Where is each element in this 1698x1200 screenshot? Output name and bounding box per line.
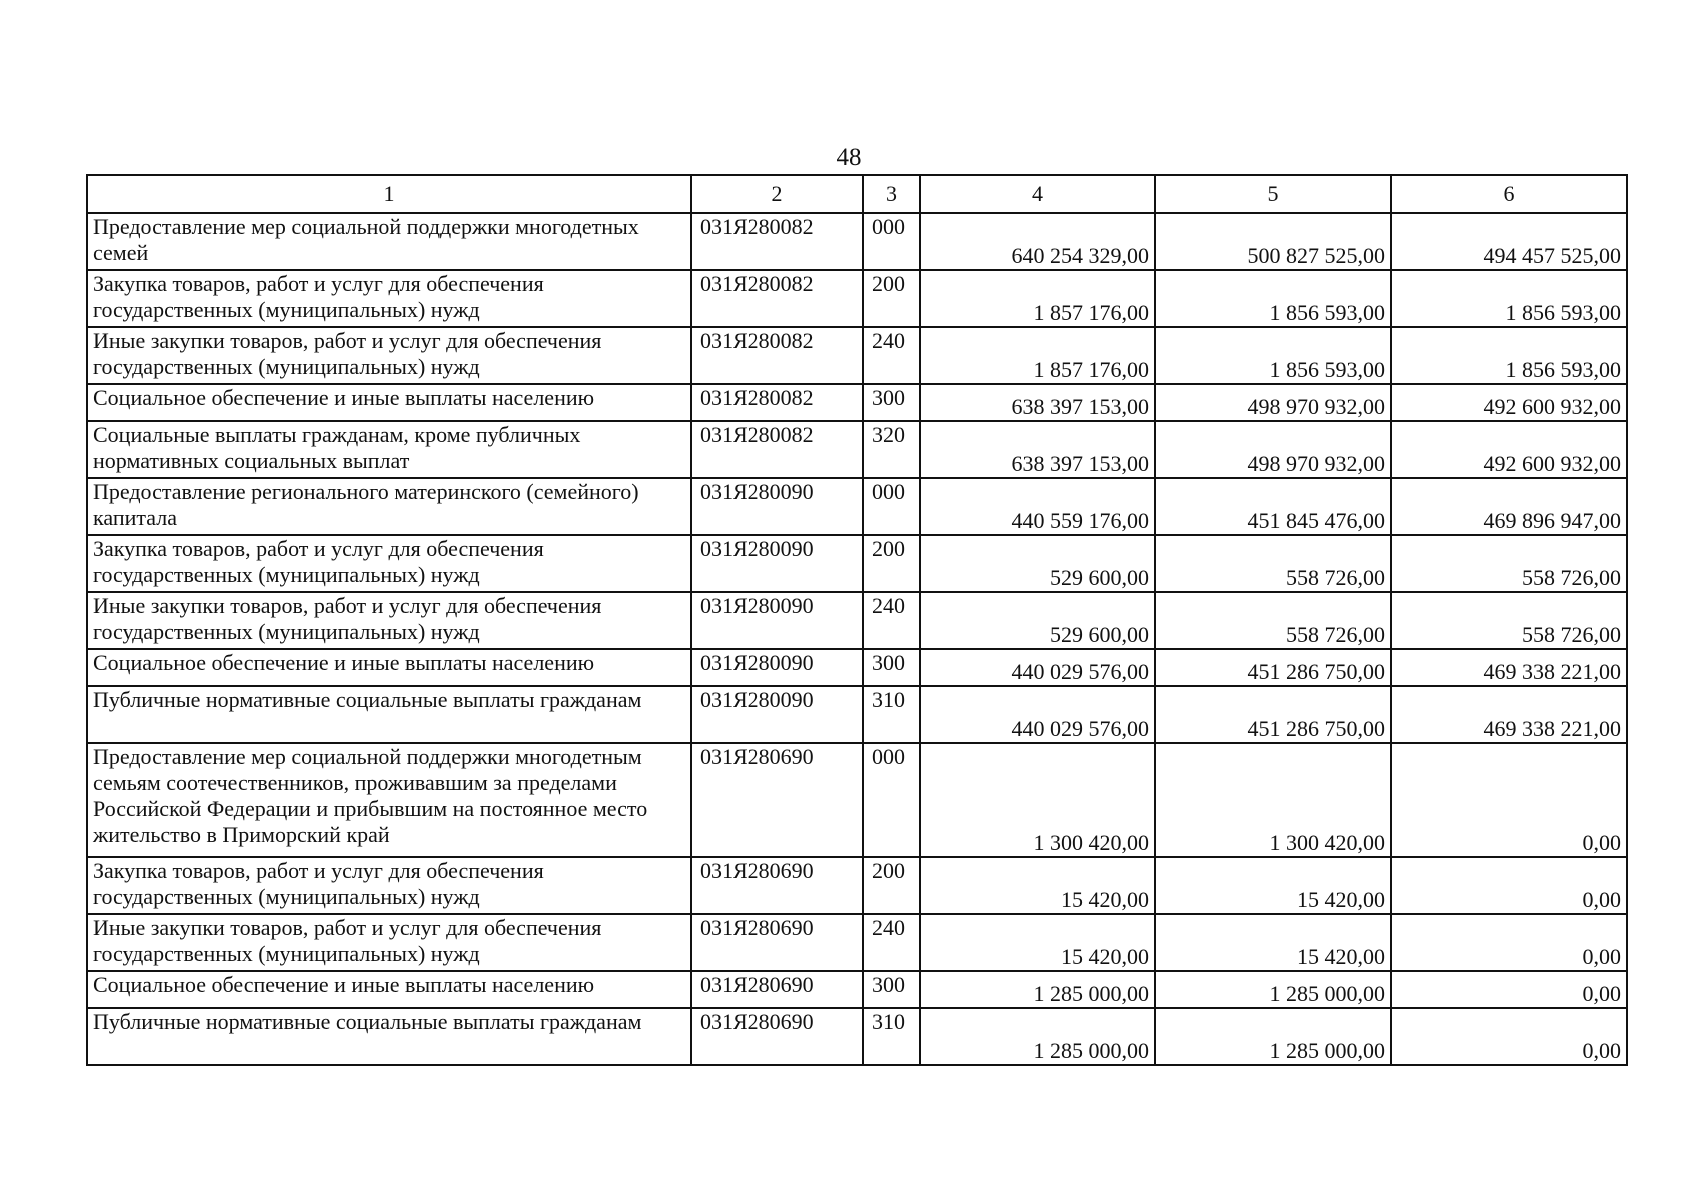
row-amount-4: 440 559 176,00 <box>920 478 1155 535</box>
row-amount-5: 15 420,00 <box>1155 914 1391 971</box>
row-type: 240 <box>863 327 920 384</box>
row-amount-5: 558 726,00 <box>1155 592 1391 649</box>
row-code: 031Я280082 <box>691 421 863 478</box>
table-row <box>87 535 1627 592</box>
row-amount-5: 1 285 000,00 <box>1155 1008 1391 1065</box>
row-code: 031Я280090 <box>691 478 863 535</box>
row-type: 300 <box>863 971 920 1008</box>
row-type: 300 <box>863 384 920 421</box>
row-amount-5: 500 827 525,00 <box>1155 213 1391 270</box>
row-code: 031Я280082 <box>691 270 863 327</box>
row-type: 000 <box>863 478 920 535</box>
table-row <box>87 686 1627 743</box>
row-amount-5: 558 726,00 <box>1155 535 1391 592</box>
row-amount-4: 1 285 000,00 <box>920 971 1155 1008</box>
row-amount-4: 529 600,00 <box>920 535 1155 592</box>
row-type: 300 <box>863 649 920 686</box>
row-amount-4: 638 397 153,00 <box>920 421 1155 478</box>
row-name: Социальное обеспечение и иные выплаты населению <box>87 649 691 686</box>
table-row <box>87 857 1627 914</box>
row-amount-5: 1 856 593,00 <box>1155 327 1391 384</box>
row-amount-6: 558 726,00 <box>1391 592 1627 649</box>
row-name: Публичные нормативные социальные выплаты гражданам <box>87 686 691 743</box>
row-amount-4: 1 285 000,00 <box>920 1008 1155 1065</box>
row-code: 031Я280690 <box>691 857 863 914</box>
row-code: 031Я280082 <box>691 213 863 270</box>
row-code: 031Я280090 <box>691 535 863 592</box>
table-row <box>87 649 1627 686</box>
table-row <box>87 213 1627 270</box>
row-name: Закупка товаров, работ и услуг для обеспечения государственных (муниципальных) нужд <box>87 857 691 914</box>
row-name: Иные закупки товаров, работ и услуг для обеспечения государственных (муниципальных) нужд <box>87 327 691 384</box>
row-type: 000 <box>863 743 920 857</box>
row-amount-4: 15 420,00 <box>920 914 1155 971</box>
row-code: 031Я280090 <box>691 592 863 649</box>
row-code: 031Я280690 <box>691 743 863 857</box>
column-header: 4 <box>920 175 1155 213</box>
row-code: 031Я280690 <box>691 1008 863 1065</box>
row-amount-6: 469 338 221,00 <box>1391 649 1627 686</box>
row-type: 000 <box>863 213 920 270</box>
row-amount-4: 1 857 176,00 <box>920 270 1155 327</box>
row-amount-4: 638 397 153,00 <box>920 384 1155 421</box>
row-amount-6: 558 726,00 <box>1391 535 1627 592</box>
row-amount-5: 1 300 420,00 <box>1155 743 1391 857</box>
row-name: Социальное обеспечение и иные выплаты населению <box>87 384 691 421</box>
row-name: Закупка товаров, работ и услуг для обеспечения государственных (муниципальных) нужд <box>87 535 691 592</box>
row-type: 200 <box>863 857 920 914</box>
row-code: 031Я280082 <box>691 327 863 384</box>
row-code: 031Я280690 <box>691 971 863 1008</box>
row-amount-6: 1 856 593,00 <box>1391 327 1627 384</box>
row-amount-6: 494 457 525,00 <box>1391 213 1627 270</box>
row-amount-4: 15 420,00 <box>920 857 1155 914</box>
row-type: 310 <box>863 1008 920 1065</box>
header-row <box>87 175 1627 213</box>
row-amount-6: 0,00 <box>1391 1008 1627 1065</box>
row-amount-6: 0,00 <box>1391 914 1627 971</box>
row-amount-5: 15 420,00 <box>1155 857 1391 914</box>
row-type: 310 <box>863 686 920 743</box>
row-name: Иные закупки товаров, работ и услуг для обеспечения государственных (муниципальных) нужд <box>87 592 691 649</box>
row-type: 240 <box>863 592 920 649</box>
row-amount-4: 1 857 176,00 <box>920 327 1155 384</box>
row-amount-5: 498 970 932,00 <box>1155 384 1391 421</box>
table-row <box>87 971 1627 1008</box>
row-amount-6: 469 338 221,00 <box>1391 686 1627 743</box>
row-amount-5: 451 845 476,00 <box>1155 478 1391 535</box>
row-amount-6: 0,00 <box>1391 971 1627 1008</box>
row-name: Предоставление мер социальной поддержки многодетных семей <box>87 213 691 270</box>
row-amount-6: 469 896 947,00 <box>1391 478 1627 535</box>
row-amount-6: 492 600 932,00 <box>1391 384 1627 421</box>
table-row <box>87 270 1627 327</box>
row-amount-6: 492 600 932,00 <box>1391 421 1627 478</box>
row-name: Иные закупки товаров, работ и услуг для обеспечения государственных (муниципальных) нужд <box>87 914 691 971</box>
table-row <box>87 478 1627 535</box>
row-code: 031Я280082 <box>691 384 863 421</box>
row-amount-4: 440 029 576,00 <box>920 686 1155 743</box>
table-row <box>87 1008 1627 1065</box>
row-name: Предоставление регионального материнского (семейного) капитала <box>87 478 691 535</box>
row-type: 200 <box>863 535 920 592</box>
row-name: Социальные выплаты гражданам, кроме публичных нормативных социальных выплат <box>87 421 691 478</box>
row-name: Закупка товаров, работ и услуг для обеспечения государственных (муниципальных) нужд <box>87 270 691 327</box>
column-header: 6 <box>1391 175 1627 213</box>
table-row <box>87 743 1627 857</box>
table-row <box>87 327 1627 384</box>
row-name: Публичные нормативные социальные выплаты гражданам <box>87 1008 691 1065</box>
column-header: 5 <box>1155 175 1391 213</box>
row-amount-4: 529 600,00 <box>920 592 1155 649</box>
row-amount-5: 498 970 932,00 <box>1155 421 1391 478</box>
row-type: 200 <box>863 270 920 327</box>
page-number: 48 <box>836 144 862 171</box>
row-amount-5: 1 285 000,00 <box>1155 971 1391 1008</box>
row-code: 031Я280090 <box>691 649 863 686</box>
table-row <box>87 384 1627 421</box>
table-row <box>87 421 1627 478</box>
row-amount-5: 1 856 593,00 <box>1155 270 1391 327</box>
column-header: 1 <box>87 175 691 213</box>
row-amount-6: 1 856 593,00 <box>1391 270 1627 327</box>
row-code: 031Я280690 <box>691 914 863 971</box>
table-row <box>87 592 1627 649</box>
row-amount-6: 0,00 <box>1391 743 1627 857</box>
row-amount-4: 440 029 576,00 <box>920 649 1155 686</box>
row-name: Предоставление мер социальной поддержки многодетным семьям соотечественников, проживавшим за пределами Российской Федерации и прибывшим на постоянное место жительство в Приморский край <box>87 743 691 857</box>
row-amount-6: 0,00 <box>1391 857 1627 914</box>
row-code: 031Я280090 <box>691 686 863 743</box>
column-header: 2 <box>691 175 863 213</box>
row-name: Социальное обеспечение и иные выплаты населению <box>87 971 691 1008</box>
row-type: 320 <box>863 421 920 478</box>
row-amount-4: 1 300 420,00 <box>920 743 1155 857</box>
table-row <box>87 914 1627 971</box>
column-header: 3 <box>863 175 920 213</box>
budget-table <box>86 174 1628 1066</box>
row-type: 240 <box>863 914 920 971</box>
row-amount-4: 640 254 329,00 <box>920 213 1155 270</box>
row-amount-5: 451 286 750,00 <box>1155 686 1391 743</box>
row-amount-5: 451 286 750,00 <box>1155 649 1391 686</box>
